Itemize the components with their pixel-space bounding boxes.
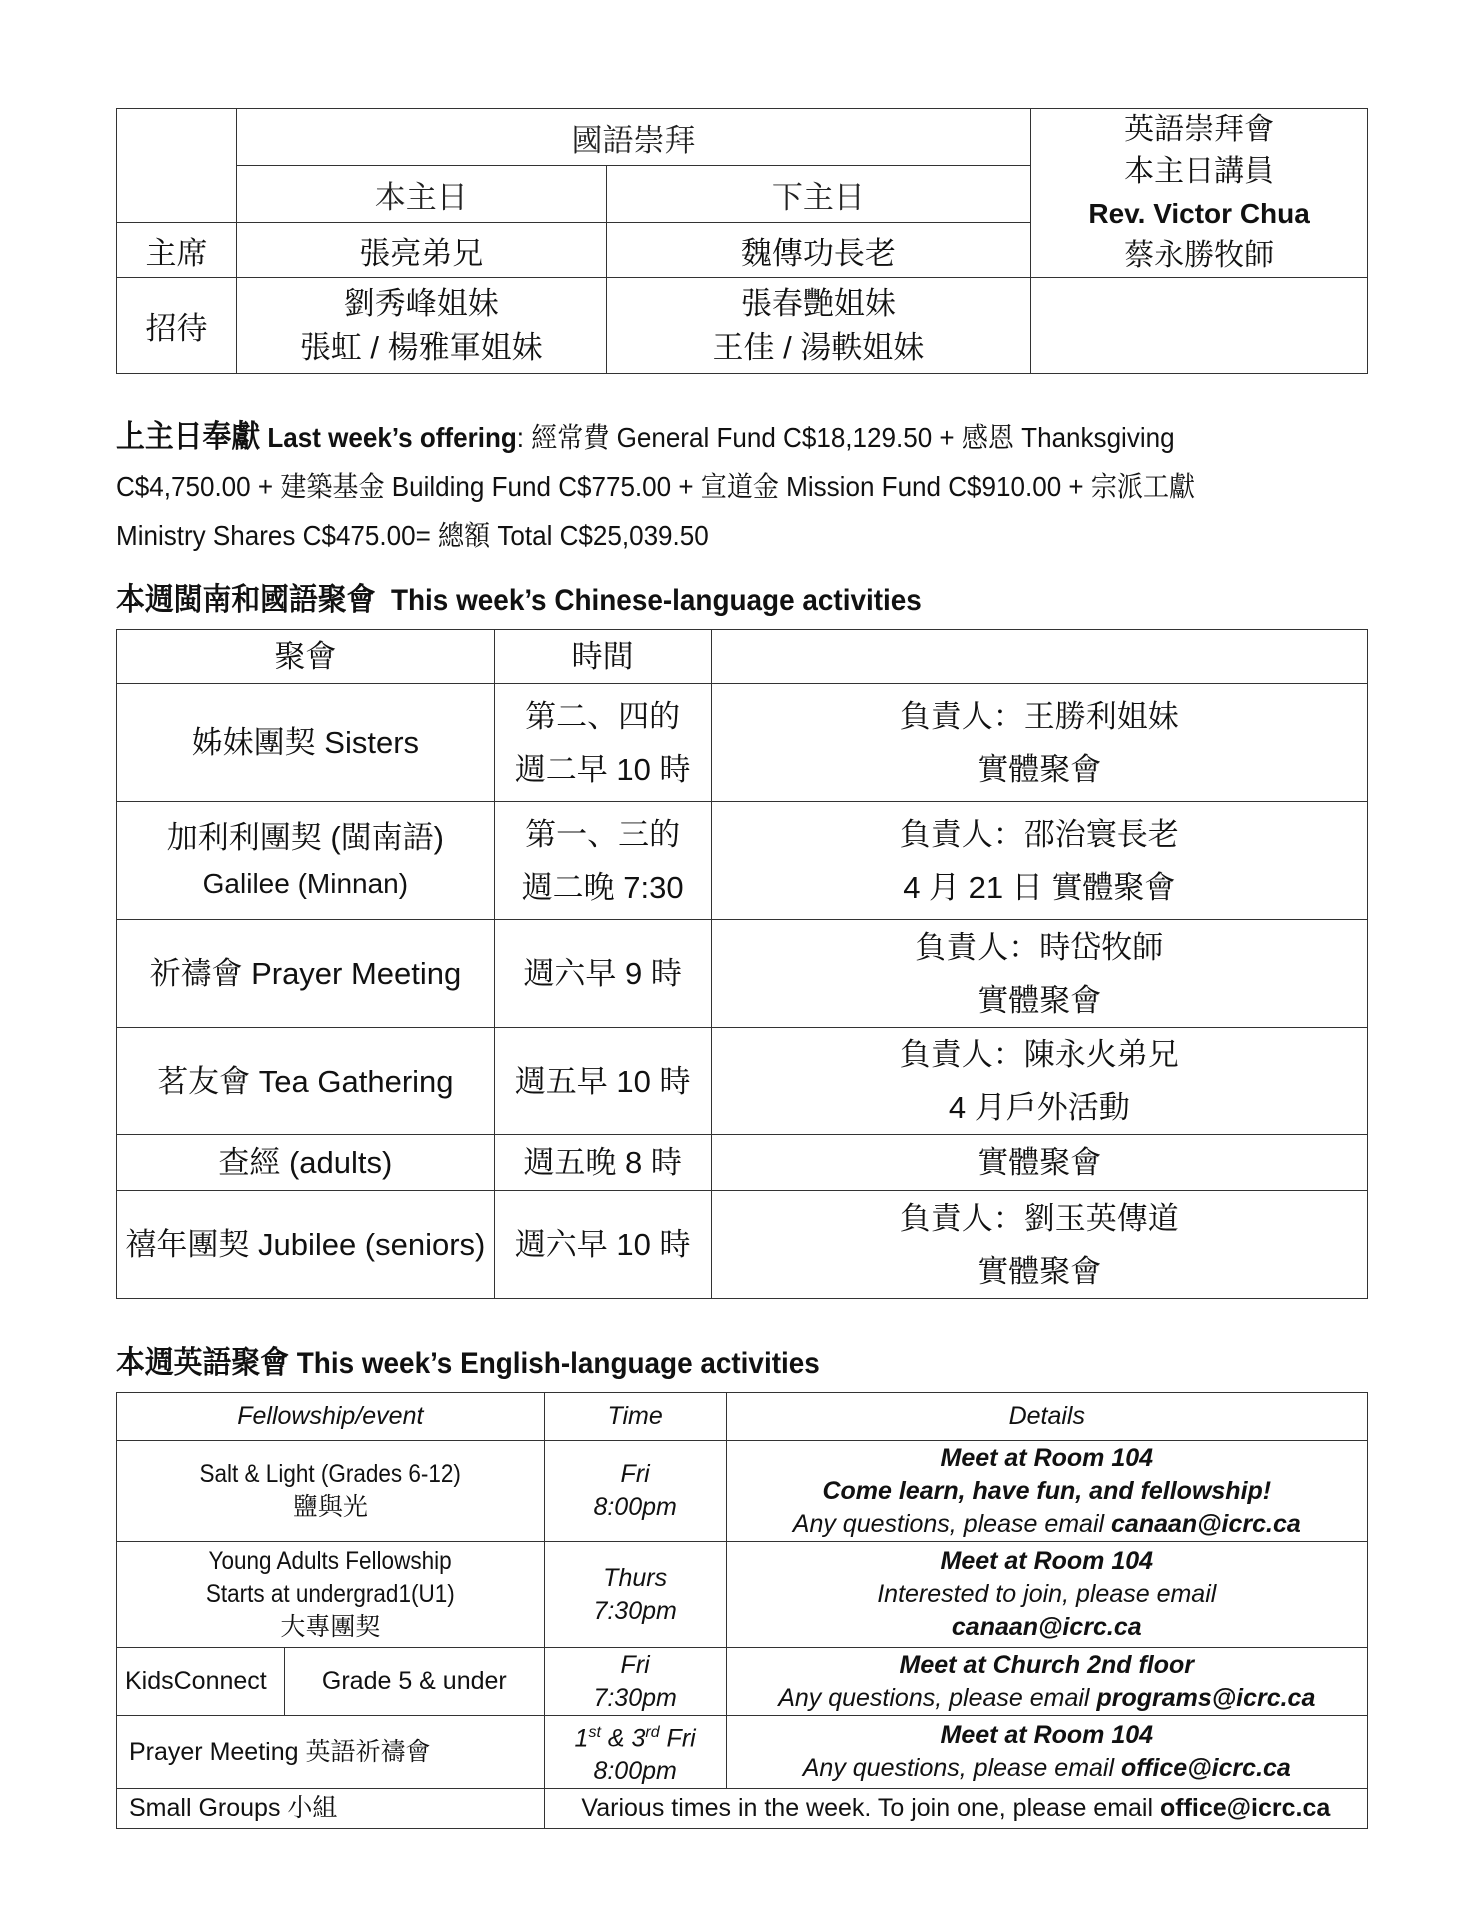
cn-time bbox=[494, 802, 711, 920]
table-row bbox=[117, 1441, 1368, 1542]
next-sunday-header: 下主日 bbox=[606, 166, 1031, 223]
en-header-time: Time bbox=[544, 1393, 726, 1441]
en-time bbox=[544, 1716, 726, 1789]
offering-title-zh: 上主日奉獻 bbox=[116, 419, 261, 454]
english-activities-title bbox=[116, 1337, 1280, 1382]
cn-event-line: 加利利團契 (閩南語) bbox=[166, 819, 444, 855]
cn-time-line: 週二早 10 時 bbox=[514, 751, 691, 787]
en-event-line: Young Adults Fellowship bbox=[208, 1547, 452, 1575]
en-detail-line: Meet at Room 104 bbox=[940, 1443, 1154, 1472]
en-detail-line bbox=[727, 1508, 1367, 1541]
this-sunday-header: 本主日 bbox=[236, 166, 606, 223]
en-time-sup: st bbox=[588, 1724, 601, 1741]
en-event bbox=[117, 1716, 545, 1789]
en-event-line: 鹽與光 bbox=[292, 1493, 368, 1521]
email-link[interactable]: programs@icrc.ca bbox=[1096, 1683, 1316, 1712]
cn-event: 姊妹團契 Sisters bbox=[117, 684, 495, 802]
bulletin-content bbox=[116, 108, 1368, 1829]
cn-time-line: 第二、四的 bbox=[525, 698, 681, 734]
en-event-text: Prayer Meeting bbox=[129, 1737, 306, 1766]
cn-time bbox=[494, 684, 711, 802]
en-event-line: Starts at undergrad1(U1) bbox=[205, 1580, 455, 1608]
en-event-text: 英語祈禱會 bbox=[305, 1737, 431, 1766]
en-event-text: Small Groups bbox=[129, 1794, 288, 1823]
cn-details bbox=[711, 1191, 1367, 1299]
en-detail-text: Any questions, please email bbox=[802, 1754, 1121, 1783]
cn-detail-line: 4 月 21 日 實體聚會 bbox=[903, 869, 1176, 905]
english-worship-header: 英語崇拜會 bbox=[1124, 113, 1275, 146]
cn-details bbox=[711, 1028, 1367, 1135]
cn-detail-line: 實體聚會 bbox=[977, 982, 1102, 1018]
en-header-details: Details bbox=[726, 1393, 1367, 1441]
worship-roster-table bbox=[116, 108, 1368, 374]
table-row bbox=[117, 802, 1368, 920]
cn-detail-line: 實體聚會 bbox=[977, 1253, 1102, 1289]
chinese-activities-title bbox=[116, 574, 1280, 619]
en-time-line: 7:30pm bbox=[593, 1596, 677, 1625]
en-time-text: Fri bbox=[659, 1724, 696, 1753]
cn-details: 實體聚會 bbox=[711, 1135, 1367, 1191]
english-activities-title-en: This week’s English-language activities bbox=[296, 1347, 820, 1380]
cn-detail-line: 負責人：陳永火弟兄 bbox=[899, 1037, 1179, 1072]
cn-event-line: Galilee (Minnan) bbox=[202, 867, 409, 899]
role-usher: 招待 bbox=[117, 278, 237, 374]
english-worship-cell-bottom bbox=[1031, 278, 1368, 374]
table-row bbox=[117, 1716, 1368, 1789]
chinese-activities-title-zh: 本週閩南和國語聚會 bbox=[116, 582, 376, 617]
cn-time: 週五晚 8 時 bbox=[494, 1135, 711, 1191]
chinese-activities-title-en: This week’s Chinese-language activities bbox=[390, 584, 922, 617]
cn-detail-line: 實體聚會 bbox=[977, 751, 1102, 787]
cn-header-details bbox=[711, 630, 1367, 684]
cn-detail-line: 負責人：時岱牧師 bbox=[915, 929, 1164, 965]
offering-paragraph bbox=[116, 412, 1368, 560]
english-speaker-zh: 蔡永勝牧師 bbox=[1124, 239, 1275, 272]
en-detail-line: Interested to join, please email bbox=[877, 1580, 1217, 1608]
en-details bbox=[726, 1441, 1367, 1542]
cn-detail-line: 負責人：邵治寰長老 bbox=[899, 816, 1179, 852]
cn-time-line: 週二晚 7:30 bbox=[521, 869, 684, 905]
en-detail-line bbox=[727, 1752, 1367, 1785]
en-header-event: Fellowship/event bbox=[117, 1393, 545, 1441]
en-time-text: & bbox=[600, 1724, 632, 1753]
en-detail-text: Various times in the week. To join one, please email bbox=[581, 1794, 1160, 1823]
cn-event: 查經 (adults) bbox=[117, 1135, 495, 1191]
en-time bbox=[544, 1542, 726, 1648]
usher-this bbox=[236, 278, 606, 374]
en-detail-line: Meet at Room 104 bbox=[940, 1721, 1154, 1750]
email-link[interactable]: office@icrc.ca bbox=[1159, 1794, 1331, 1823]
en-time-text: 3 bbox=[631, 1724, 646, 1753]
cn-details bbox=[711, 920, 1367, 1028]
cn-detail-line: 負責人：劉玉英傳道 bbox=[899, 1200, 1179, 1236]
en-details bbox=[726, 1716, 1367, 1789]
en-event bbox=[117, 1789, 545, 1829]
en-detail-text: Any questions, please email bbox=[792, 1509, 1112, 1538]
en-time-text: 1 bbox=[574, 1724, 589, 1753]
en-time-line: Fri bbox=[620, 1460, 650, 1488]
en-time-line: 8:00pm bbox=[593, 1493, 677, 1521]
en-event-sub: Grade 5 & under bbox=[284, 1648, 544, 1716]
en-event-text: 小組 bbox=[287, 1794, 338, 1823]
en-event-line: 大專團契 bbox=[280, 1613, 381, 1641]
table-row bbox=[117, 684, 1368, 802]
en-details bbox=[726, 1648, 1367, 1716]
cn-detail-line: 4 月戶外活動 bbox=[948, 1090, 1130, 1125]
en-event-line: Salt & Light (Grades 6-12) bbox=[199, 1460, 462, 1488]
table-row bbox=[117, 1542, 1368, 1648]
usher-next bbox=[606, 278, 1031, 374]
en-details bbox=[544, 1789, 1367, 1829]
table-row bbox=[117, 1191, 1368, 1299]
chair-next: 魏傳功長老 bbox=[606, 223, 1031, 278]
corner-cell bbox=[117, 109, 237, 223]
table-row bbox=[117, 1789, 1368, 1829]
cn-event bbox=[117, 802, 495, 920]
cn-time-line: 第一、三的 bbox=[525, 816, 681, 852]
cn-event: 祈禱會 Prayer Meeting bbox=[117, 920, 495, 1028]
en-event bbox=[117, 1441, 545, 1542]
email-link[interactable]: office@icrc.ca bbox=[1120, 1754, 1291, 1783]
cn-header-event: 聚會 bbox=[117, 630, 495, 684]
en-time-line bbox=[545, 1716, 726, 1755]
en-time bbox=[544, 1648, 726, 1716]
cn-detail-line: 負責人：王勝利姐妹 bbox=[899, 698, 1179, 734]
en-detail-line: Come learn, have fun, and fellowship! bbox=[822, 1476, 1272, 1505]
en-event: KidsConnect bbox=[117, 1648, 285, 1716]
offering-line-2: C$4,750.00 + 建築基金 Building Fund C$775.00 + 宣道金 Mission Fund C$910.00 + 宗派工獻 bbox=[116, 471, 1196, 502]
english-activities-title-zh: 本週英語聚會 bbox=[116, 1345, 289, 1380]
chinese-activities-table bbox=[116, 629, 1368, 1299]
usher-this-2: 張虹 / 楊雅軍姐妹 bbox=[299, 329, 543, 365]
usher-next-1: 張春艷姐妹 bbox=[740, 285, 896, 321]
cn-details bbox=[711, 684, 1367, 802]
en-detail-line: Meet at Room 104 bbox=[940, 1547, 1154, 1575]
en-detail-line: Meet at Church 2nd floor bbox=[899, 1650, 1195, 1679]
en-event bbox=[117, 1542, 545, 1648]
en-detail-text: Any questions, please email bbox=[778, 1683, 1097, 1712]
en-time-sup: rd bbox=[645, 1724, 660, 1741]
en-detail-line bbox=[727, 1682, 1367, 1715]
usher-this-1: 劉秀峰姐妹 bbox=[343, 285, 499, 321]
cn-event: 茗友會 Tea Gathering bbox=[117, 1028, 495, 1135]
table-row bbox=[117, 1648, 1368, 1716]
table-row bbox=[117, 1028, 1368, 1135]
offering-title-en: Last week’s offering bbox=[267, 422, 517, 453]
cn-event: 禧年團契 Jubilee (seniors) bbox=[117, 1191, 495, 1299]
email-link[interactable]: canaan@icrc.ca bbox=[1111, 1509, 1301, 1538]
english-activities-table bbox=[116, 1392, 1368, 1829]
en-time-line: 7:30pm bbox=[593, 1683, 677, 1712]
en-details bbox=[726, 1542, 1367, 1648]
table-row bbox=[117, 920, 1368, 1028]
chair-this: 張亮弟兄 bbox=[236, 223, 606, 278]
offering-line-1: : 經常費 General Fund C$18,129.50 + 感恩 Thanksgiving bbox=[516, 422, 1175, 453]
cn-time: 週六早 9 時 bbox=[494, 920, 711, 1028]
cn-time: 週六早 10 時 bbox=[494, 1191, 711, 1299]
role-chair: 主席 bbox=[117, 223, 237, 278]
english-speaker-header: 本主日講員 bbox=[1124, 155, 1275, 188]
en-time-line: 8:00pm bbox=[593, 1757, 677, 1786]
cn-time: 週五早 10 時 bbox=[494, 1028, 711, 1135]
email-link[interactable]: canaan@icrc.ca bbox=[951, 1613, 1142, 1641]
cn-header-time: 時間 bbox=[494, 630, 711, 684]
english-worship-cell bbox=[1031, 109, 1368, 278]
en-time-line: Thurs bbox=[603, 1563, 668, 1592]
table-row bbox=[117, 1135, 1368, 1191]
en-time bbox=[544, 1441, 726, 1542]
cn-details bbox=[711, 802, 1367, 920]
en-time-line: Fri bbox=[620, 1650, 650, 1679]
english-speaker-en: Rev. Victor Chua bbox=[1088, 198, 1310, 229]
mandarin-worship-header: 國語崇拜 bbox=[236, 109, 1030, 166]
offering-line-3: Ministry Shares C$475.00= 總額 Total C$25,039.50 bbox=[116, 520, 709, 551]
usher-next-2: 王佳 / 湯軼姐妹 bbox=[712, 329, 925, 365]
